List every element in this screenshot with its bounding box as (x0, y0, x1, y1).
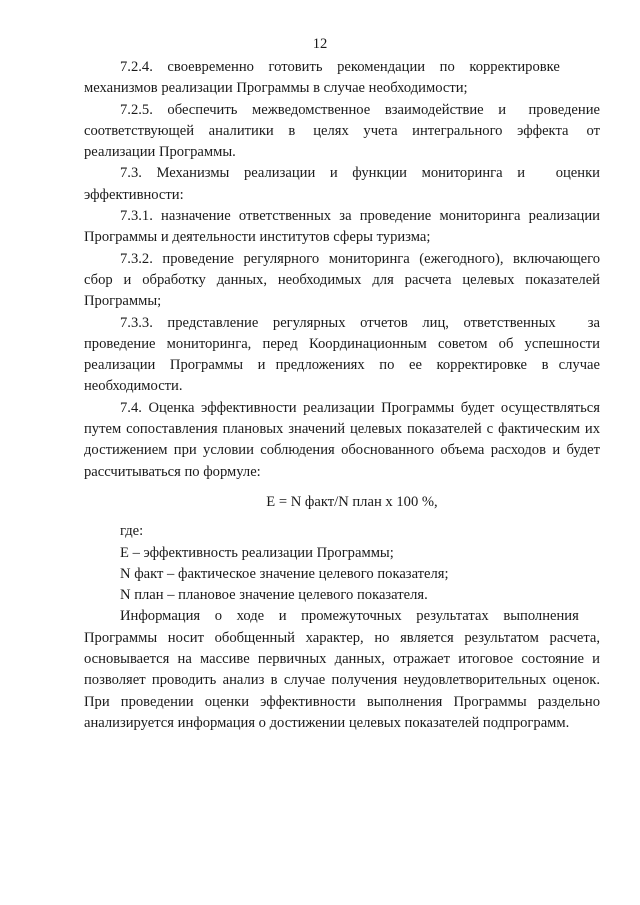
legend-e-definition: E – эффективность реализации Программы; (120, 544, 394, 561)
paragraph-7-3-1: 7.3.1. назначение ответственных за проведение мониторинга реализации Программы и деятельности институтов сферы туризма; (84, 208, 600, 246)
page-number: 12 (312, 36, 328, 52)
paragraph-7-4: 7.4. Оценка эффективности реализации Программы будет осуществляться путем сопоставления плановых значений целевых показателей с фактическим их достижением при условии соблюдения обоснованного объема расходов и будет рассчитываться по формуле: (84, 399, 600, 480)
legend-where: где: (120, 523, 144, 540)
paragraph-information: Информация о ходе и промежуточных результатах выполнения Программы носит обобщенный характер, но является результатом расчета, основывается на массиве первичных данных, отражает итоговое состояние и позволяет проводить анализ в случае получения неудовлетворительных оценок. При проведении оценки эффективности выполнения Программы раздельно анализируется информация о достижении целевых показателей подпрограмм. (84, 608, 600, 731)
paragraph-7-3: 7.3. Механизмы реализации и функции мониторинга и оценки эффективности: (84, 165, 600, 203)
legend-nfact-definition: N факт – фактическое значение целевого показателя; (120, 565, 449, 582)
document-body (84, 57, 600, 734)
paragraph-7-3-3: 7.3.3. представление регулярных отчетов лиц, ответственных за проведение мониторинга, перед Координационным советом об успешности реализации Программы и предложениях по ее корректировке в случае необходимости. (84, 314, 600, 395)
paragraph-7-3-2: 7.3.2. проведение регулярного мониторинга (ежегодного), включающего сбор и обработку данных, необходимых для расчета целевых показателей Программы; (84, 250, 600, 310)
legend-nplan-definition: N план – плановое значение целевого показателя. (120, 587, 428, 604)
paragraph-7-2-4: 7.2.4. своевременно готовить рекомендации по корректировке механизмов реализации Программы в случае необходимости; (84, 59, 560, 97)
efficiency-formula: E = N факт/N план х 100 %, (266, 493, 438, 510)
paragraph-7-2-5: 7.2.5. обеспечить межведомственное взаимодействие и проведение соответствующей аналитики в целях учета интегрального эффекта от реализации Программы. (84, 101, 600, 161)
